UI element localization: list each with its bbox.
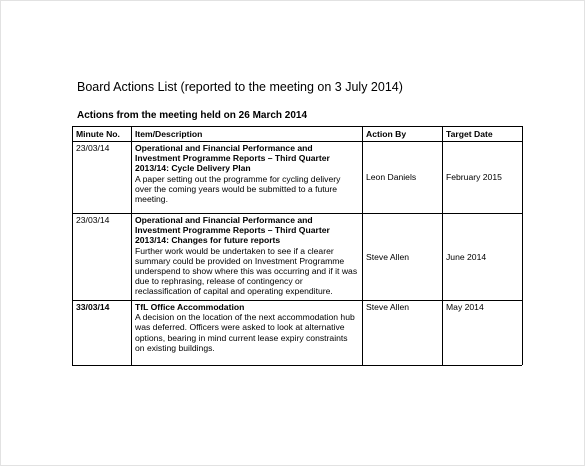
item-title: Operational and Financial Performance and Investment Programme Reports – Third Quarter 2013/14: Cycle Delivery Plan xyxy=(135,143,330,174)
action-by-cell: Leon Daniels xyxy=(363,142,443,214)
document-title: Board Actions List (reported to the meeting on 3 July 2014) xyxy=(77,80,403,94)
header-item-description: Item/Description xyxy=(132,127,363,142)
table-bottom-rule xyxy=(72,365,522,366)
item-title: TfL Office Accommodation xyxy=(135,302,245,312)
action-by-cell: Steve Allen xyxy=(363,301,443,365)
section-heading: Actions from the meeting held on 26 March 2014 xyxy=(77,110,308,121)
minute-cell: 23/03/14 xyxy=(73,142,132,214)
header-minute-no: Minute No. xyxy=(73,127,132,142)
target-date-cell: May 2014 xyxy=(443,301,523,365)
item-cell xyxy=(132,301,363,365)
table-row xyxy=(73,214,523,301)
table-row xyxy=(73,142,523,214)
actions-table xyxy=(72,126,523,365)
minute-cell: 23/03/14 xyxy=(73,214,132,301)
item-description: Further work would be undertaken to see if a clearer summary could be provided on Investment Programme underspend to show where this was occurring and if it was due to rephrasing, release of contingency or reclassification of capital and operating expenditure. xyxy=(135,245,358,297)
item-description: A decision on the location of the next accommodation hub was deferred. Officers were asked to look at alternative options, bearing in mind current lease expiry constraints on existing buildings. xyxy=(135,312,355,353)
item-description: A paper setting out the programme for cycling delivery over the coming years would be submitted to a future meeting. xyxy=(135,173,341,205)
action-by-cell: Steve Allen xyxy=(363,214,443,301)
item-cell xyxy=(132,214,363,301)
table-row xyxy=(73,301,523,365)
table-header-row xyxy=(73,127,523,142)
header-target-date: Target Date xyxy=(443,127,523,142)
item-title: Operational and Financial Performance and Investment Programme Reports – Third Quarter 2013/14: Changes for future reports xyxy=(135,215,330,246)
minute-cell: 33/03/14 xyxy=(73,301,132,365)
target-date-cell: June 2014 xyxy=(443,214,523,301)
header-action-by: Action By xyxy=(363,127,443,142)
item-cell xyxy=(132,142,363,214)
target-date-cell: February 2015 xyxy=(443,142,523,214)
